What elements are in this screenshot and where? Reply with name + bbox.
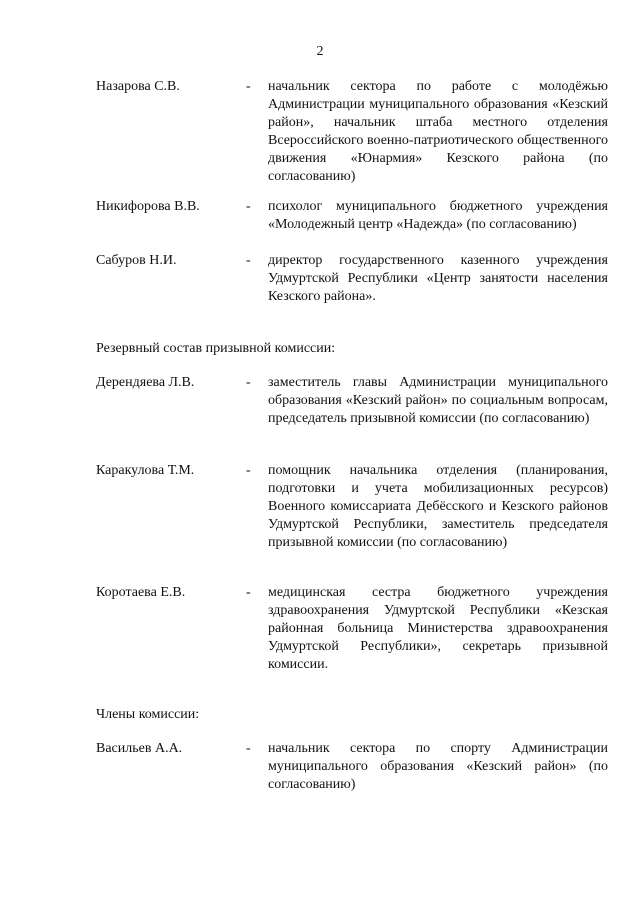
person-name: Сабуров Н.И. [96,253,177,268]
person-position: медицинская сестра бюджетного учреждения здравоохранения Удмуртской Республики «Кезская районная больница Министерства здравоохранения Удмуртской Республики», секретарь призывной комиссии. [268,585,608,672]
dash: - [246,79,251,94]
members-heading: Члены комиссии: [96,707,200,722]
person-position: директор государственного казенного учреждения Удмуртской Республики «Центр занятости населения Кезского района». [268,253,608,304]
dash: - [246,199,251,214]
dash: - [246,253,251,268]
person-name: Никифорова В.В. [96,199,200,214]
reserve-heading: Резервный состав призывной комиссии: [96,341,336,356]
person-position: начальник сектора по работе с молодёжью Администрации муниципального образования «Кезский район», начальник штаба местного отделения Всероссийского военно-патриотического общественного движения «Юнармия» Кезского района (по согласованию) [268,79,608,184]
dash: - [246,463,251,478]
person-position: психолог муниципального бюджетного учреждения «Молодежный центр «Надежда» (по согласованию) [268,199,608,232]
person-position: заместитель главы Администрации муниципального образования «Кезский район» по социальным вопросам, председатель призывной комиссии (по согласованию) [268,375,608,426]
page-number: 2 [316,44,324,59]
person-position: помощник начальника отделения (планирования, подготовки и учета мобилизационных ресурсов) Военного комиссариата Дебёсского и Кезского районов Удмуртской Республики, заместитель председателя призывной комиссии (по согласованию) [268,463,608,550]
person-position: начальник сектора по спорту Администрации муниципального образования «Кезский район» (по согласованию) [268,741,608,792]
dash: - [246,741,251,756]
dash: - [246,375,251,390]
person-name: Каракулова Т.М. [96,463,195,478]
person-name: Васильев А.А. [96,741,183,756]
person-name: Коротаева Е.В. [96,585,186,600]
person-name: Дерендяева Л.В. [96,375,195,390]
dash: - [246,585,251,600]
person-name: Назарова С.В. [96,79,180,94]
